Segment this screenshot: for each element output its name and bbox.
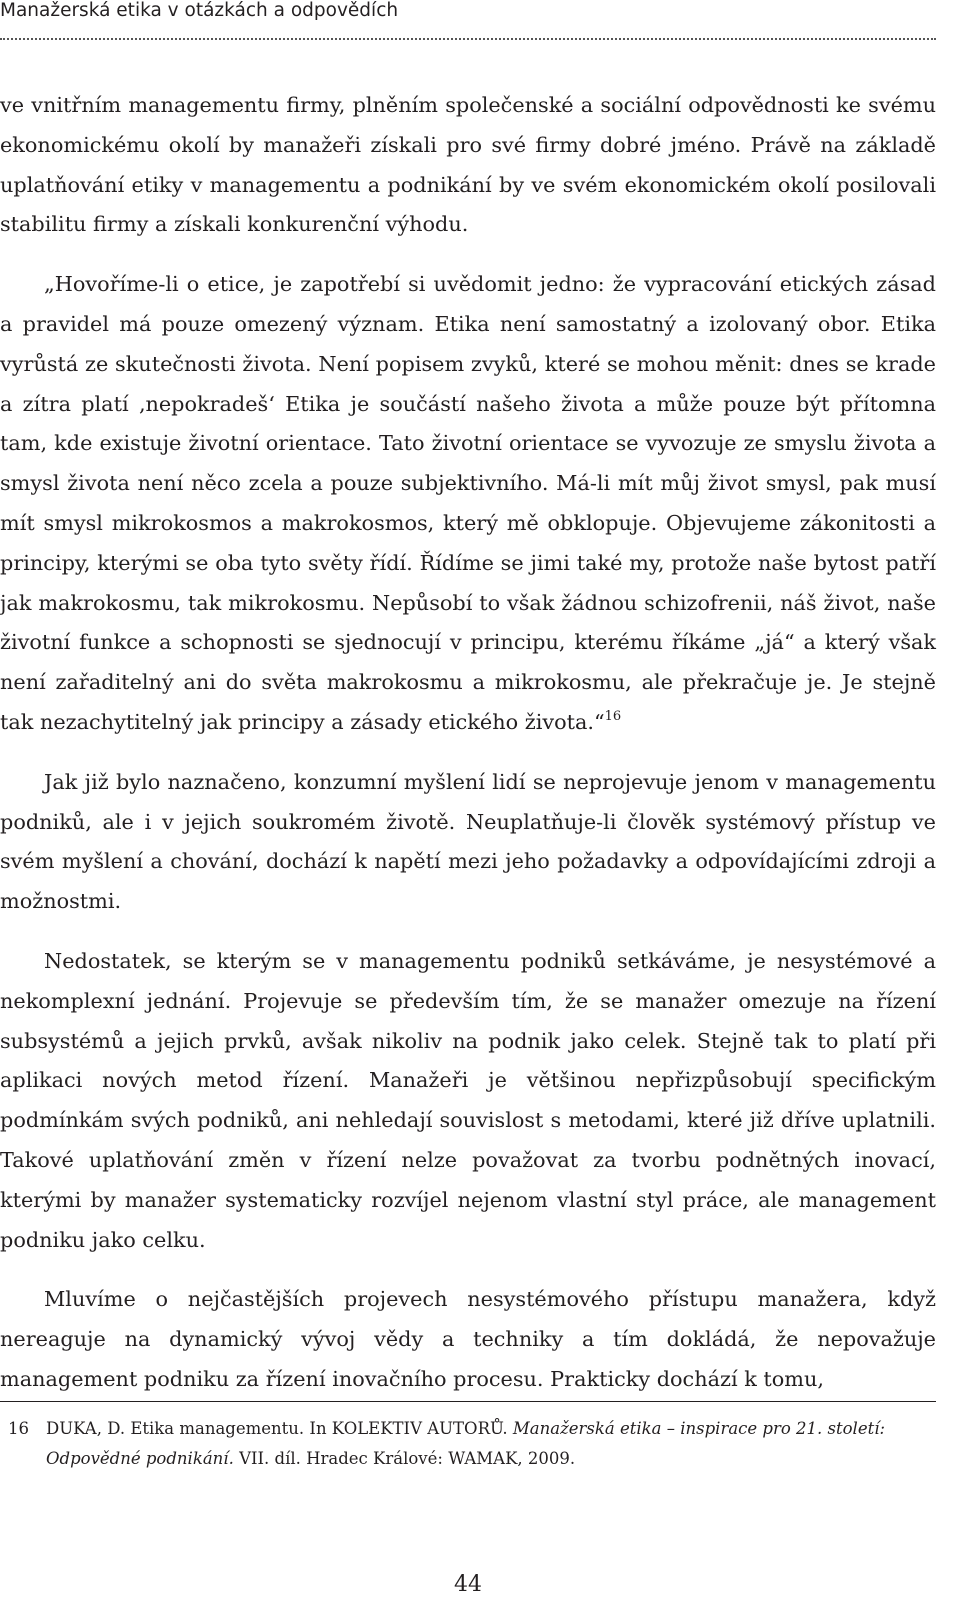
paragraph-4: Nedostatek, se kterým se v managementu podniků setkáváme, je nesystémové a nekomplexní jednání. Projevuje se především tím, že se manažer omezuje na řízení subsystémů a jejich prvků, avšak nikoliv na podnik jako celek. Stejně tak to platí při aplikaci nových metod řízení. Manažeři je většinou nepřizpůsobují specifickým podmínkám svých podniků, ani nehledají souvislost s metodami, které již dříve uplatnili. Takové uplatňování změn v řízení nelze považovat za tvorbu podnětných inovací, kterými by manažer systematicky rozvíjel nejenom vlastní styl práce, ale management podniku jako celku. (0, 948, 936, 1252)
quotation-paragraph (0, 265, 936, 743)
header-dotted-rule (0, 38, 936, 40)
quotation-text: „Hovoříme-li o etice, je zapotřebí si uvědomit jedno: že vypracování etických zásad a pravidel má pouze omezený význam. Etika není samostatný a izolovaný obor. Etika vyrůstá ze skutečnosti života. Není popisem zvyků, které se mohou měnit: dnes se krade a zítra platí ‚nepokradeš‘ Etika je součástí našeho života a může pouze být přítomna tam, kde existuje životní orientace. Tato životní orientace se vyvozuje ze smyslu života a smysl života není něco zcela a pouze subjektivního. Má-li mít můj život smysl, pak musí mít smysl mikrokosmos a makrokosmos, který mě obklopuje. Objevujeme zákonitosti a principy, kterými se oba tyto světy řídí. Řídíme se jimi také my, protože naše bytost patří jak makrokosmu, tak mikrokosmu. Nepůsobí to však žádnou schizofrenii, náš život, naše životní funkce a schopnosti se sjednocují v principu, kterému říkáme „já“ a který však není zařaditelný ani do světa makrokosmu a mikrokosmu, ale překračuje je. Je stejně tak nezachytitelný jak principy a zásady etického života.“ (0, 272, 936, 734)
running-header: Manažerská etika v otázkách a odpovědích (0, 0, 399, 21)
page-number: 44 (454, 1572, 482, 1597)
footnote (0, 1414, 936, 1474)
footnote-number: 16 (8, 1419, 29, 1438)
footnote-text (46, 1414, 936, 1474)
footnote-book-title: Manažerská etika – inspirace pro 21. století: Odpovědné podnikání. (46, 1419, 886, 1468)
footnote-reference: 16 (604, 708, 622, 724)
main-text (0, 86, 936, 1400)
footnote-rule (0, 1401, 936, 1402)
footnote-citation-end: VII. díl. Hradec Králové: WAMAK, 2009. (233, 1449, 576, 1468)
paragraph-5: Mluvíme o nejčastějších projevech nesystémového přístupu manažera, když nereaguje na dynamický vývoj vědy a techniky a tím dokládá, že nepovažuje management podniku za řízení inovačního procesu. Prakticky dochází k tomu, (0, 1287, 936, 1391)
paragraph-1: ve vnitřním managementu firmy, plněním společenské a sociální odpovědnosti ke svému ekonomickému okolí by manažeři získali pro své firmy dobré jméno. Právě na základě uplatňování etiky v managementu a podnikání by ve svém ekonomickém okolí posilovali stabilitu firmy a získali konkurenční výhodu. (0, 93, 936, 237)
footnote-citation-start: DUKA, D. Etika managementu. In KOLEKTIV AUTORŮ. (46, 1419, 513, 1438)
paragraph-3: Jak již bylo naznačeno, konzumní myšlení lidí se neprojevuje jenom v managementu podniků, ale i v jejich soukromém životě. Neuplatňuje-li člověk systémový přístup ve svém myšlení a chování, dochází k napětí mezi jeho požadavky a odpovídajícími zdroji a možnostmi. (0, 769, 936, 914)
